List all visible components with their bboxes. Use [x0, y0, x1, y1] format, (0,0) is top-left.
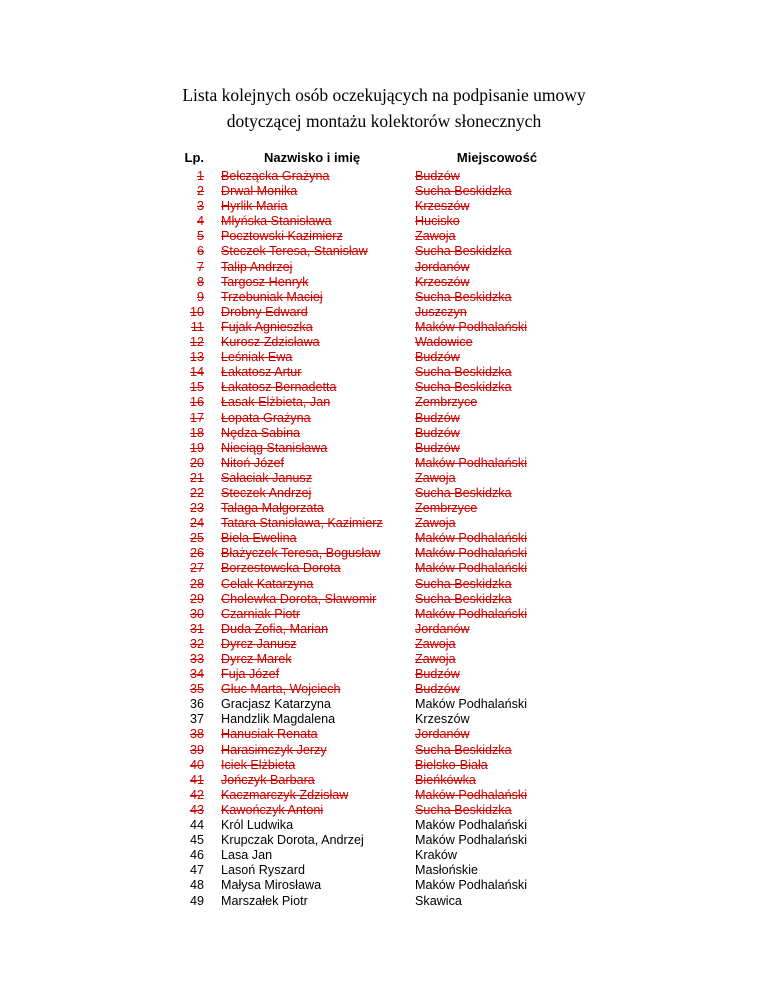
row-name: Nieciąg Stanisława [221, 440, 328, 455]
table-row [0, 682, 768, 697]
table-row [0, 712, 768, 727]
row-lp: 37 [189, 712, 204, 727]
table-row [0, 818, 768, 833]
header-lp: Lp. [184, 150, 204, 165]
row-lp: 48 [189, 878, 204, 893]
row-name: Cholewka Dorota, Sławomir [221, 591, 377, 606]
row-lp: 27 [189, 561, 204, 576]
row-place: Zembrzyce [415, 501, 478, 516]
row-name: Król Ludwika [221, 818, 294, 833]
row-name: Łakatosz Bernadetta [221, 380, 337, 395]
row-lp: 10 [189, 304, 204, 319]
row-place: Sucha Beskidzka [415, 289, 512, 304]
row-name: Biela Ewelina [221, 531, 297, 546]
row-place: Maków Podhalański [415, 455, 528, 470]
row-place: Budzów [415, 682, 460, 697]
table-row [0, 727, 768, 742]
row-place: Zembrzyce [415, 395, 478, 410]
row-name: Hanusiak Renata [221, 727, 318, 742]
row-place: Maków Podhalański [415, 697, 528, 712]
row-place: Jordanów [415, 727, 470, 742]
table-row [0, 244, 768, 259]
table-row [0, 365, 768, 380]
row-name: Fujak Agnieszka [221, 319, 313, 334]
row-place: Maków Podhalański [415, 561, 528, 576]
row-lp: 19 [189, 440, 204, 455]
row-lp: 23 [189, 501, 204, 516]
row-name: Handzlik Magdalena [221, 712, 336, 727]
table-row [0, 546, 768, 561]
table-row [0, 169, 768, 184]
row-place: Zawoja [415, 652, 456, 666]
table-row [0, 697, 768, 712]
row-name: Talaga Małgorzata [221, 501, 324, 516]
row-lp: 5 [196, 229, 204, 244]
table-row [0, 894, 768, 909]
row-name: Krupczak Dorota, Andrzej [221, 833, 364, 848]
row-name: Sałaciak Janusz [221, 470, 313, 485]
row-name: Kaczmarczyk Zdzisław [221, 787, 349, 802]
table-row [0, 592, 768, 607]
table-row [0, 637, 768, 652]
table-row [0, 833, 768, 848]
row-name: Kawończyk Antoni [221, 802, 324, 817]
table-row [0, 411, 768, 426]
row-place: Maków Podhalański [415, 878, 528, 893]
row-name: Duda Zofia, Marian [221, 621, 329, 636]
row-lp: 31 [189, 621, 204, 636]
row-place: Bieńkówka [415, 772, 476, 787]
row-lp: 40 [189, 757, 204, 772]
row-lp: 24 [189, 516, 204, 531]
row-name: Talip Andrzej [221, 259, 293, 274]
row-lp: 38 [189, 727, 204, 742]
row-name: Nitoń Józef [221, 455, 284, 470]
row-lp: 46 [189, 848, 204, 863]
row-place: Budzów [415, 410, 460, 425]
row-place: Budzów [415, 350, 460, 365]
table-row [0, 652, 768, 667]
row-name: Błażyczek Teresa, Bogusław [221, 546, 381, 561]
table-row [0, 395, 768, 410]
row-name: Młyńska Stanisława [221, 214, 332, 229]
row-lp: 39 [189, 742, 204, 757]
row-place: Maków Podhalański [415, 833, 528, 848]
table-row [0, 426, 768, 441]
table-row [0, 335, 768, 350]
table-row [0, 622, 768, 637]
row-name: Borzestowska Dorota [221, 561, 341, 576]
row-place: Krzeszów [415, 199, 470, 214]
row-place: Sucha Beskidzka [415, 244, 512, 259]
row-place: Sucha Beskidzka [415, 485, 512, 500]
table-row [0, 803, 768, 818]
row-place: Kraków [415, 848, 457, 863]
table-body [0, 169, 768, 909]
table-row [0, 848, 768, 863]
row-name: Targosz Henryk [221, 274, 309, 289]
row-place: Sucha Beskidzka [415, 576, 512, 591]
row-name: Łopata Grażyna [221, 410, 311, 425]
row-lp: 6 [196, 244, 204, 259]
row-lp: 42 [189, 787, 204, 802]
row-name: Steczek Andrzej [221, 485, 312, 500]
row-place: Skawica [415, 893, 462, 908]
row-place: Budzów [415, 425, 460, 440]
table-row [0, 199, 768, 214]
row-name: Fuja Józef [221, 667, 280, 682]
row-place: Budzów [415, 440, 460, 455]
row-lp: 25 [189, 531, 204, 546]
row-lp: 8 [196, 274, 204, 289]
row-name: Kurosz Zdzisława [221, 335, 320, 350]
row-place: Sucha Beskidzka [415, 742, 512, 757]
row-lp: 17 [189, 410, 204, 425]
row-place: Maków Podhalański [415, 818, 528, 833]
table-row [0, 441, 768, 456]
row-lp: 4 [196, 214, 204, 229]
row-place: Krzeszów [415, 712, 470, 727]
row-lp: 34 [189, 667, 204, 682]
row-name: Marszałek Piotr [221, 893, 308, 908]
row-lp: 22 [189, 485, 204, 500]
row-lp: 12 [189, 335, 204, 350]
row-lp: 43 [189, 802, 204, 817]
row-name: Drwal Monika [221, 184, 298, 199]
row-lp: 35 [189, 682, 204, 697]
row-lp: 33 [189, 652, 204, 666]
row-lp: 47 [189, 863, 204, 878]
table-row [0, 471, 768, 486]
row-name: Czarniak Piotr [221, 606, 301, 621]
row-name: Bełczącka Grażyna [221, 169, 330, 183]
row-name: Łasak Elżbieta, Jan [221, 395, 331, 410]
row-lp: 29 [189, 591, 204, 606]
row-place: Zawoja [415, 636, 456, 651]
row-place: Budzów [415, 169, 460, 183]
row-name: Harasimczyk Jerzy [221, 742, 327, 757]
table-row [0, 184, 768, 199]
row-lp: 28 [189, 576, 204, 591]
table-row [0, 229, 768, 244]
row-lp: 21 [189, 470, 204, 485]
row-place: Krzeszów [415, 274, 470, 289]
row-name: Jończyk Barbara [221, 772, 315, 787]
table-row [0, 607, 768, 622]
row-name: Drobny Edward [221, 304, 308, 319]
table-row [0, 758, 768, 773]
row-place: Zawoja [415, 470, 456, 485]
row-name: Trzebuniak Maciej [221, 289, 323, 304]
row-place: Jordanów [415, 621, 470, 636]
table-row [0, 275, 768, 290]
row-name: Dyrcz Janusz [221, 636, 297, 651]
table-row [0, 863, 768, 878]
row-place: Masłońskie [415, 863, 478, 878]
table-row [0, 350, 768, 365]
table-row [0, 260, 768, 275]
row-name: Nędza Sabina [221, 425, 301, 440]
row-place: Sucha Beskidzka [415, 380, 512, 395]
title-line-2: dotyczącej montażu kolektorów słonecznych [226, 111, 542, 131]
row-place: Wadowice [415, 335, 473, 350]
table-row [0, 380, 768, 395]
row-name: Lasa Jan [221, 848, 273, 863]
row-lp: 3 [196, 199, 204, 214]
table-row [0, 561, 768, 576]
table-row [0, 743, 768, 758]
row-name: Małysa Mirosława [221, 878, 322, 893]
row-lp: 41 [189, 772, 204, 787]
row-lp: 36 [189, 697, 204, 712]
row-lp: 26 [189, 546, 204, 561]
row-name: Łakatosz Artur [221, 365, 302, 380]
table-row [0, 290, 768, 305]
row-place: Maków Podhalański [415, 531, 528, 546]
row-lp: 14 [189, 365, 204, 380]
row-name: Dyrcz Marek [221, 652, 292, 666]
title-line-1: Lista kolejnych osób oczekujących na podpisanie umowy [182, 85, 586, 105]
row-name: Leśniak Ewa [221, 350, 293, 365]
row-lp: 45 [189, 833, 204, 848]
row-name: Hyrlik Maria [221, 199, 288, 214]
row-name: Celak Katarzyna [221, 576, 314, 591]
header-name: Nazwisko i imię [263, 150, 361, 165]
row-place: Maków Podhalański [415, 787, 528, 802]
table-row [0, 486, 768, 501]
row-lp: 32 [189, 636, 204, 651]
row-lp: 7 [196, 259, 204, 274]
row-lp: 13 [189, 350, 204, 365]
row-place: Sucha Beskidzka [415, 184, 512, 199]
row-lp: 20 [189, 455, 204, 470]
header-place: Miejscowość [456, 150, 538, 165]
table-row [0, 878, 768, 893]
row-place: Sucha Beskidzka [415, 365, 512, 380]
row-lp: 44 [189, 818, 204, 833]
row-lp: 9 [196, 289, 204, 304]
table-row [0, 320, 768, 335]
row-lp: 18 [189, 425, 204, 440]
table-row [0, 773, 768, 788]
row-name: Lasoń Ryszard [221, 863, 305, 878]
row-lp: 2 [196, 184, 204, 199]
row-place: Budzów [415, 667, 460, 682]
table-row [0, 577, 768, 592]
table-row [0, 531, 768, 546]
row-name: Gracjasz Katarzyna [221, 697, 331, 712]
row-name: Iciek Elżbieta [221, 757, 296, 772]
row-place: Sucha Beskidzka [415, 802, 512, 817]
row-place: Hucisko [415, 214, 460, 229]
row-place: Maków Podhalański [415, 606, 528, 621]
table-row [0, 214, 768, 229]
row-place: Jordanów [415, 259, 470, 274]
table-row [0, 501, 768, 516]
table-row [0, 456, 768, 471]
row-place: Zawoja [415, 229, 456, 244]
row-name: Steczek Teresa, Stanisław [221, 244, 368, 259]
row-place: Maków Podhalański [415, 319, 528, 334]
row-name: Głuc Marta, Wojciech [221, 682, 341, 697]
row-lp: 49 [189, 893, 204, 908]
row-lp: 16 [189, 395, 204, 410]
row-lp: 15 [189, 380, 204, 395]
table-row [0, 667, 768, 682]
row-place: Sucha Beskidzka [415, 591, 512, 606]
table-row [0, 305, 768, 320]
row-name: Pocztowski Kazimierz [221, 229, 343, 244]
row-place: Juszczyn [415, 304, 467, 319]
row-lp: 1 [196, 169, 204, 183]
row-place: Zawoja [415, 516, 456, 531]
row-place: Maków Podhalański [415, 546, 528, 561]
row-lp: 11 [190, 319, 204, 334]
row-place: Bielsko-Biała [415, 757, 488, 772]
row-lp: 30 [189, 606, 204, 621]
table-row [0, 788, 768, 803]
row-name: Tatara Stanisława, Kazimierz [221, 516, 383, 531]
table-row [0, 516, 768, 531]
